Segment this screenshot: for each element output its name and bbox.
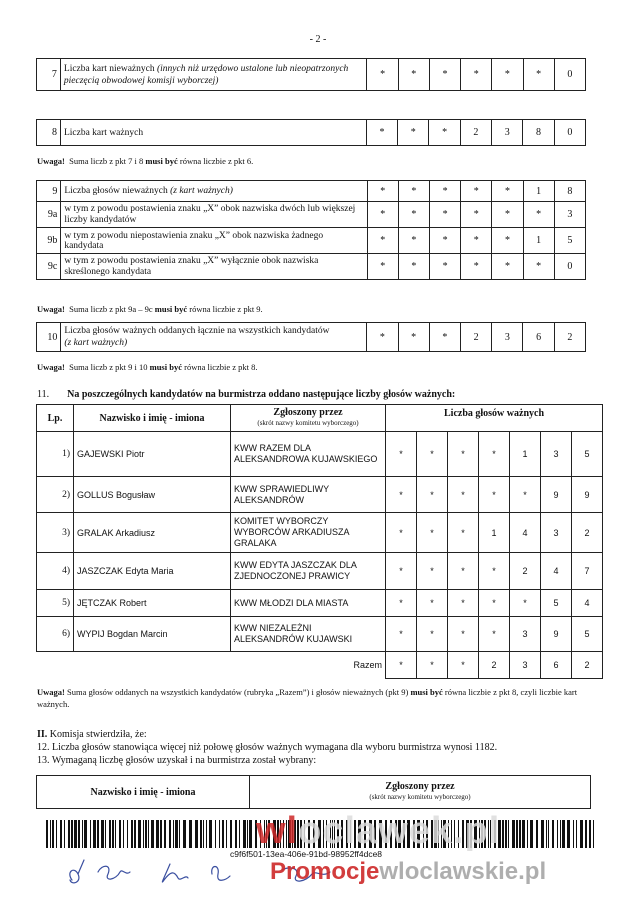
digit-cell: * bbox=[461, 228, 492, 254]
candidate-committee: KWW NIEZALEŻNI ALEKSANDRÓW KUJAWSKI bbox=[231, 617, 386, 652]
digit-cell: 2 bbox=[460, 120, 491, 146]
row-number: 9 bbox=[37, 181, 61, 202]
row-label: w tym z powodu postawienia znaku „X” obok nazwiska dwóch lub większej liczby kandydatów bbox=[61, 202, 367, 228]
digit-cell: 2 bbox=[460, 323, 491, 352]
section-11-title: 11. Na poszczególnych kandydatów na burmistrza oddano następujące liczby głosów ważnych: bbox=[37, 389, 456, 400]
vote-digit: 4 bbox=[572, 590, 603, 617]
row-number: 9c bbox=[37, 254, 61, 280]
vote-digit: * bbox=[448, 513, 479, 553]
row-label-italic: (innych niż urzędowo ustalone lub nieopatrzonych pieczęcią obwodowej komisji wyborczej) bbox=[63, 63, 349, 86]
digit-cell: 2 bbox=[554, 323, 585, 352]
vote-digit: * bbox=[386, 477, 417, 513]
row7-table bbox=[36, 58, 586, 91]
note-1: Uwaga! Suma liczb z pkt 7 i 8 musi być równa liczbie z pkt 6. bbox=[37, 156, 254, 166]
digit-cell: * bbox=[461, 202, 492, 228]
header-votes: Liczba głosów ważnych bbox=[386, 405, 603, 432]
watermark-wloclawek: wloclawek.pl bbox=[256, 810, 501, 852]
row-number: 10 bbox=[37, 323, 61, 352]
row-label-italic: (z kart ważnych) bbox=[64, 338, 128, 348]
razem-digit: 2 bbox=[572, 652, 603, 679]
digit-cell: * bbox=[429, 323, 460, 352]
digit-cell: * bbox=[429, 120, 460, 146]
digit-cell: * bbox=[398, 59, 429, 91]
candidate-name: GRALAK Arkadiusz bbox=[74, 513, 231, 553]
digit-cell: * bbox=[398, 323, 429, 352]
watermark-promocje: Promocjewloclawskie.pl bbox=[270, 858, 547, 885]
row-label: Liczba kart ważnych bbox=[60, 120, 366, 146]
line-12: 12. Liczba głosów stanowiąca więcej niż połowę głosów ważnych wymagana dla wyboru burmistrza wynosi 1182. bbox=[37, 742, 498, 753]
digit-cell: * bbox=[461, 181, 492, 202]
row-label: w tym z powodu niepostawienia znaku „X” obok nazwiska żadnego kandydata bbox=[61, 228, 367, 254]
digit-cell: * bbox=[429, 254, 460, 280]
digit-cell: * bbox=[492, 254, 523, 280]
digit-cell: * bbox=[523, 254, 554, 280]
digit-cell: * bbox=[366, 120, 397, 146]
header-name: Nazwisko i imię - imiona bbox=[74, 405, 231, 432]
candidate-committee: KWW EDYTA JASZCZAK DLA ZJEDNOCZONEJ PRAWICY bbox=[231, 553, 386, 590]
vote-digit: 3 bbox=[541, 432, 572, 477]
vote-digit: * bbox=[448, 477, 479, 513]
vote-digit: * bbox=[448, 590, 479, 617]
digit-cell: * bbox=[461, 59, 492, 91]
note-4: Uwaga! Suma głosów oddanych na wszystkich kandydatów (rubryka „Razem”) i głosów nieważnych (pkt 9) musi być równa liczbie z pkt 8, czyli liczbie kart ważnych. bbox=[37, 687, 578, 709]
vote-digit: 4 bbox=[510, 513, 541, 553]
candidate-committee: KWW MŁODZI DLA MIASTA bbox=[231, 590, 386, 617]
digit-cell: * bbox=[492, 59, 523, 91]
candidate-lp: 2) bbox=[37, 477, 74, 513]
vote-digit: * bbox=[448, 617, 479, 652]
vote-digit: 4 bbox=[541, 553, 572, 590]
digit-cell: * bbox=[398, 254, 429, 280]
digit-cell: * bbox=[398, 202, 429, 228]
candidate-lp: 1) bbox=[37, 432, 74, 477]
row-number: 9b bbox=[37, 228, 61, 254]
barcode-text: c9f6f501-13ea-406e-91bd-98952ff4dce8 bbox=[230, 849, 383, 859]
digit-cell: 6 bbox=[523, 323, 554, 352]
digit-cell: * bbox=[367, 202, 398, 228]
vote-digit: 5 bbox=[572, 617, 603, 652]
row-label: Liczba głosów ważnych oddanych łącznie na wszystkich kandydatów bbox=[64, 326, 330, 336]
razem-digit: * bbox=[386, 652, 417, 679]
digit-cell: 3 bbox=[492, 323, 523, 352]
vote-digit: 1 bbox=[510, 432, 541, 477]
digit-cell: 0 bbox=[554, 254, 585, 280]
candidate-committee: KWW SPRAWIEDLIWY ALEKSANDRÓW bbox=[231, 477, 386, 513]
razem-digit: 3 bbox=[510, 652, 541, 679]
vote-digit: * bbox=[448, 553, 479, 590]
candidate-name: JASZCZAK Edyta Maria bbox=[74, 553, 231, 590]
razem-digit: 2 bbox=[479, 652, 510, 679]
vote-digit: * bbox=[386, 553, 417, 590]
row10-table bbox=[36, 322, 586, 352]
vote-digit: 7 bbox=[572, 553, 603, 590]
digit-cell: 8 bbox=[523, 120, 554, 146]
vote-digit: 3 bbox=[541, 513, 572, 553]
vote-digit: 5 bbox=[572, 432, 603, 477]
row-label-italic: (z kart ważnych) bbox=[170, 186, 233, 196]
vote-digit: * bbox=[479, 590, 510, 617]
digit-cell: * bbox=[398, 228, 429, 254]
vote-digit: * bbox=[417, 617, 448, 652]
vote-digit: * bbox=[386, 590, 417, 617]
razem-digit: * bbox=[417, 652, 448, 679]
candidate-name: JĘTCZAK Robert bbox=[74, 590, 231, 617]
digit-cell: * bbox=[429, 228, 460, 254]
digit-cell: * bbox=[492, 181, 523, 202]
digit-cell: 1 bbox=[523, 181, 554, 202]
candidate-lp: 5) bbox=[37, 590, 74, 617]
candidate-name: GAJEWSKI Piotr bbox=[74, 432, 231, 477]
line-13: 13. Wymaganą liczbę głosów uzyskał i na burmistrza został wybrany: bbox=[37, 755, 317, 766]
razem-digit: 6 bbox=[541, 652, 572, 679]
elected-name-header: Nazwisko i imię - imiona bbox=[37, 776, 250, 809]
digit-cell: * bbox=[523, 59, 554, 91]
candidate-lp: 6) bbox=[37, 617, 74, 652]
digit-cell: 1 bbox=[523, 228, 554, 254]
note-3: Uwaga! Suma liczb z pkt 9 i 10 musi być równa liczbie z pkt 8. bbox=[37, 362, 258, 372]
candidate-name: WYPIJ Bogdan Marcin bbox=[74, 617, 231, 652]
vote-digit: * bbox=[479, 553, 510, 590]
vote-digit: 3 bbox=[510, 617, 541, 652]
row-label: w tym z powodu postawienia znaku „X” wyłącznie obok nazwiska skreślonego kandydata bbox=[61, 254, 367, 280]
digit-cell: * bbox=[492, 202, 523, 228]
vote-digit: 9 bbox=[572, 477, 603, 513]
vote-digit: 5 bbox=[541, 590, 572, 617]
vote-digit: * bbox=[417, 432, 448, 477]
digit-cell: * bbox=[367, 254, 398, 280]
note-2: Uwaga! Suma liczb z pkt 9a – 9c musi być równa liczbie z pkt 9. bbox=[37, 304, 263, 314]
candidate-lp: 4) bbox=[37, 553, 74, 590]
header-lp: Lp. bbox=[37, 405, 74, 432]
row9-table bbox=[36, 180, 586, 280]
digit-cell: 8 bbox=[554, 181, 585, 202]
row-label: Liczba głosów nieważnych bbox=[64, 186, 171, 196]
vote-digit: * bbox=[417, 553, 448, 590]
vote-digit: * bbox=[479, 617, 510, 652]
digit-cell: 0 bbox=[554, 120, 585, 146]
vote-digit: * bbox=[386, 513, 417, 553]
candidate-committee: KOMITET WYBORCZY WYBORCÓW ARKADIUSZA GRALAKA bbox=[231, 513, 386, 553]
vote-digit: 2 bbox=[572, 513, 603, 553]
razem-label: Razem bbox=[353, 660, 382, 671]
digit-cell: * bbox=[523, 202, 554, 228]
digit-cell: * bbox=[461, 254, 492, 280]
digit-cell: * bbox=[367, 181, 398, 202]
vote-digit: * bbox=[386, 432, 417, 477]
candidates-table bbox=[36, 404, 603, 679]
digit-cell: * bbox=[398, 181, 429, 202]
candidate-lp: 3) bbox=[37, 513, 74, 553]
digit-cell: * bbox=[429, 202, 460, 228]
row-number: 7 bbox=[37, 59, 61, 91]
vote-digit: * bbox=[510, 477, 541, 513]
vote-digit: * bbox=[417, 513, 448, 553]
vote-digit: * bbox=[479, 432, 510, 477]
digit-cell: 3 bbox=[554, 202, 585, 228]
vote-digit: * bbox=[510, 590, 541, 617]
digit-cell: * bbox=[367, 59, 398, 91]
elected-committee-header: Zgłoszony przez (skrót nazwy komitetu wyborczego) bbox=[250, 776, 591, 809]
razem-digit: * bbox=[448, 652, 479, 679]
digit-cell: * bbox=[429, 59, 460, 91]
row-number: 9a bbox=[37, 202, 61, 228]
row8-table bbox=[36, 119, 586, 146]
vote-digit: * bbox=[448, 432, 479, 477]
digit-cell: 3 bbox=[492, 120, 523, 146]
vote-digit: * bbox=[417, 590, 448, 617]
page-number: - 2 - bbox=[309, 34, 327, 45]
elected-table bbox=[36, 775, 591, 809]
digit-cell: * bbox=[367, 323, 398, 352]
vote-digit: 9 bbox=[541, 617, 572, 652]
candidate-committee: KWW RAZEM DLA ALEKSANDROWA KUJAWSKIEGO bbox=[231, 432, 386, 477]
row-label: Liczba kart nieważnych bbox=[63, 63, 157, 74]
vote-digit: 1 bbox=[479, 513, 510, 553]
digit-cell: * bbox=[398, 120, 429, 146]
vote-digit: * bbox=[386, 617, 417, 652]
digit-cell: 0 bbox=[554, 59, 585, 91]
vote-digit: 9 bbox=[541, 477, 572, 513]
vote-digit: * bbox=[479, 477, 510, 513]
header-committee: Zgłoszony przez (skrót nazwy komitetu wyborczego) bbox=[231, 405, 386, 432]
vote-digit: * bbox=[417, 477, 448, 513]
digit-cell: * bbox=[429, 181, 460, 202]
vote-digit: 2 bbox=[510, 553, 541, 590]
row-number: 8 bbox=[37, 120, 61, 146]
candidate-name: GOLLUS Bogusław bbox=[74, 477, 231, 513]
digit-cell: * bbox=[367, 228, 398, 254]
digit-cell: 5 bbox=[554, 228, 585, 254]
digit-cell: * bbox=[492, 228, 523, 254]
section-2-heading: II. Komisja stwierdziła, że: bbox=[37, 729, 147, 740]
